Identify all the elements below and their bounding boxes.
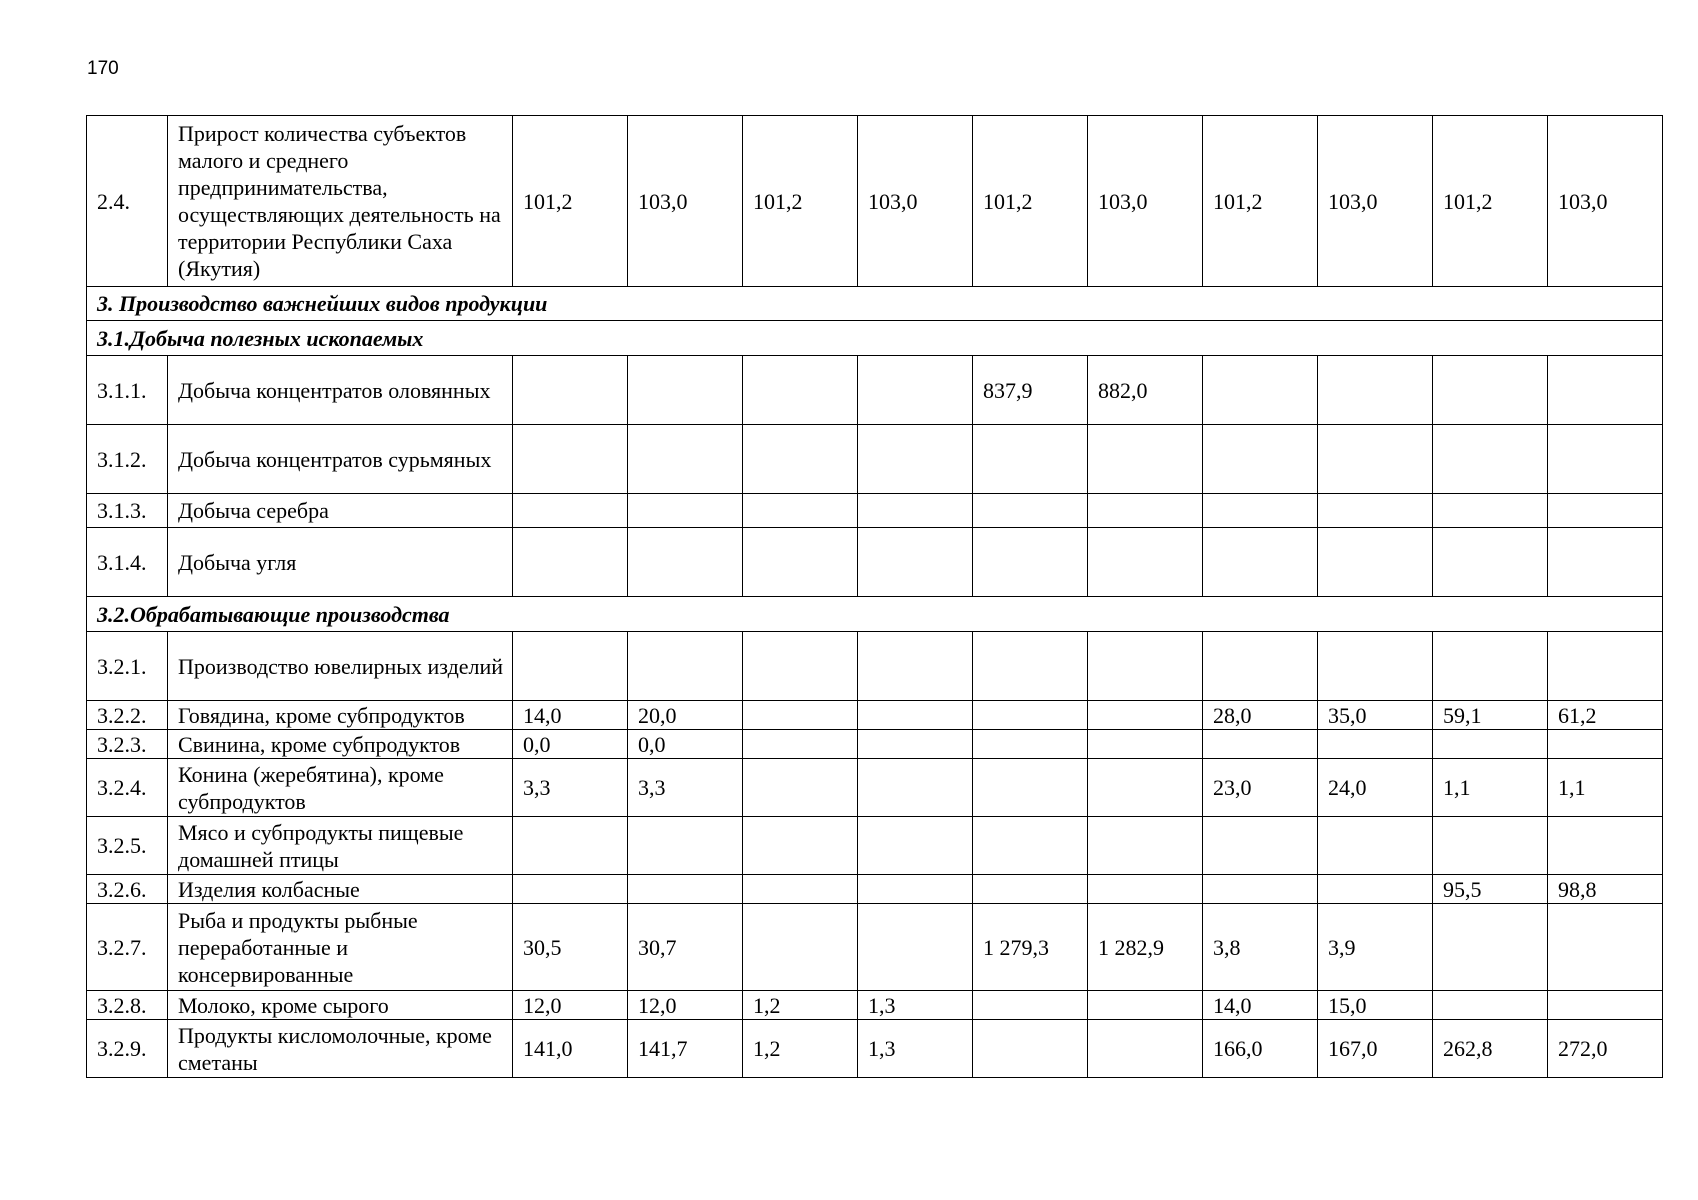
value-cell [1548,817,1663,875]
value-cell [628,356,743,425]
value-cell [1318,632,1433,701]
value-cell [743,494,858,528]
value-cell [1088,991,1203,1020]
value-cell [858,701,973,730]
row-code: 3.2.7. [87,904,168,991]
value-cell [513,632,628,701]
value-cell: 262,8 [1433,1020,1548,1078]
value-cell: 0,0 [513,730,628,759]
value-cell [858,528,973,597]
value-cell: 882,0 [1088,356,1203,425]
value-cell [1203,817,1318,875]
value-cell [1433,730,1548,759]
value-cell [513,817,628,875]
table-row [87,730,1663,759]
value-cell [1433,991,1548,1020]
value-cell: 103,0 [858,116,973,287]
value-cell [973,817,1088,875]
value-cell: 167,0 [1318,1020,1433,1078]
value-cell: 1,2 [743,991,858,1020]
value-cell: 103,0 [628,116,743,287]
value-cell: 14,0 [513,701,628,730]
value-cell [858,904,973,991]
value-cell [973,759,1088,817]
row-name: Добыча серебра [168,494,513,528]
value-cell [858,817,973,875]
value-cell [513,494,628,528]
table-row [87,759,1663,817]
value-cell: 15,0 [1318,991,1433,1020]
value-cell [628,528,743,597]
section-header-row [87,287,1663,321]
value-cell [1548,494,1663,528]
value-cell: 101,2 [513,116,628,287]
value-cell [743,904,858,991]
value-cell: 101,2 [1433,116,1548,287]
value-cell [973,701,1088,730]
row-code: 3.1.1. [87,356,168,425]
value-cell [1318,817,1433,875]
value-cell [1203,875,1318,904]
table-row [87,494,1663,528]
value-cell [973,991,1088,1020]
value-cell [1088,817,1203,875]
value-cell [1433,528,1548,597]
section-title: 3. Производство важнейших видов продукции [87,287,1663,321]
value-cell: 59,1 [1433,701,1548,730]
value-cell [973,632,1088,701]
value-cell: 141,7 [628,1020,743,1078]
value-cell [1203,632,1318,701]
value-cell [858,759,973,817]
value-cell: 103,0 [1548,116,1663,287]
row-name: Молоко, кроме сырого [168,991,513,1020]
value-cell [858,356,973,425]
value-cell [628,875,743,904]
row-code: 3.1.4. [87,528,168,597]
value-cell [973,875,1088,904]
table-row [87,356,1663,425]
value-cell [743,356,858,425]
value-cell: 20,0 [628,701,743,730]
value-cell [1548,730,1663,759]
table-row [87,1020,1663,1078]
value-cell [1203,494,1318,528]
value-cell [1088,528,1203,597]
value-cell [743,425,858,494]
row-name: Рыба и продукты рыбные переработанные и консервированные [168,904,513,991]
value-cell [513,425,628,494]
value-cell: 30,5 [513,904,628,991]
row-code: 3.2.8. [87,991,168,1020]
value-cell [858,494,973,528]
value-cell: 1 279,3 [973,904,1088,991]
table-body [87,116,1663,1078]
row-name: Изделия колбасные [168,875,513,904]
value-cell: 3,9 [1318,904,1433,991]
value-cell [1088,425,1203,494]
value-cell: 101,2 [1203,116,1318,287]
value-cell: 1 282,9 [1088,904,1203,991]
value-cell: 30,7 [628,904,743,991]
row-name: Мясо и субпродукты пищевые домашней птицы [168,817,513,875]
table-row [87,817,1663,875]
row-code: 3.2.5. [87,817,168,875]
row-name: Говядина, кроме субпродуктов [168,701,513,730]
value-cell [743,701,858,730]
value-cell: 1,2 [743,1020,858,1078]
value-cell [858,875,973,904]
value-cell [1088,494,1203,528]
value-cell: 1,1 [1433,759,1548,817]
value-cell [1318,494,1433,528]
value-cell: 61,2 [1548,701,1663,730]
table-row [87,425,1663,494]
value-cell [1548,632,1663,701]
value-cell [628,817,743,875]
table-row [87,875,1663,904]
value-cell: 103,0 [1318,116,1433,287]
row-code: 3.2.6. [87,875,168,904]
value-cell [743,632,858,701]
value-cell: 35,0 [1318,701,1433,730]
table-row [87,904,1663,991]
value-cell [973,425,1088,494]
value-cell [628,494,743,528]
table-row [87,528,1663,597]
value-cell [513,875,628,904]
value-cell [513,528,628,597]
value-cell: 837,9 [973,356,1088,425]
value-cell [1088,701,1203,730]
value-cell [1203,356,1318,425]
row-code: 3.2.4. [87,759,168,817]
value-cell: 101,2 [743,116,858,287]
value-cell: 1,3 [858,1020,973,1078]
value-cell [1433,356,1548,425]
value-cell [743,875,858,904]
value-cell [1088,759,1203,817]
value-cell [743,730,858,759]
row-code: 3.2.9. [87,1020,168,1078]
value-cell [1203,528,1318,597]
value-cell [1088,632,1203,701]
value-cell: 1,1 [1548,759,1663,817]
row-name: Прирост количества субъектов малого и среднего предпринимательства, осуществляющих деятельность на территории Республики Саха (Якутия) [168,116,513,287]
value-cell [1433,494,1548,528]
value-cell [1433,817,1548,875]
row-code: 3.2.2. [87,701,168,730]
table-row [87,701,1663,730]
value-cell [1203,425,1318,494]
value-cell [1203,730,1318,759]
value-cell [743,528,858,597]
section-title: 3.2.Обрабатывающие производства [87,597,1663,632]
value-cell: 103,0 [1088,116,1203,287]
value-cell [628,425,743,494]
value-cell: 3,3 [513,759,628,817]
value-cell: 98,8 [1548,875,1663,904]
row-name: Добыча концентратов сурьмяных [168,425,513,494]
value-cell: 101,2 [973,116,1088,287]
value-cell [1088,730,1203,759]
row-code: 3.1.2. [87,425,168,494]
value-cell [628,632,743,701]
value-cell: 12,0 [628,991,743,1020]
production-table [86,115,1663,1078]
value-cell [743,817,858,875]
value-cell [513,356,628,425]
value-cell [1548,425,1663,494]
row-name: Производство ювелирных изделий [168,632,513,701]
value-cell [743,759,858,817]
value-cell [1548,528,1663,597]
row-name: Конина (жеребятина), кроме субпродуктов [168,759,513,817]
value-cell [1318,356,1433,425]
table-row [87,116,1663,287]
value-cell [1088,1020,1203,1078]
value-cell [973,1020,1088,1078]
row-name: Добыча угля [168,528,513,597]
section-title: 3.1.Добыча полезных ископаемых [87,321,1663,356]
value-cell [1318,528,1433,597]
section-header-row [87,597,1663,632]
value-cell: 24,0 [1318,759,1433,817]
value-cell: 12,0 [513,991,628,1020]
row-code: 3.2.1. [87,632,168,701]
value-cell: 141,0 [513,1020,628,1078]
value-cell [858,632,973,701]
value-cell: 272,0 [1548,1020,1663,1078]
table-row [87,991,1663,1020]
value-cell: 166,0 [1203,1020,1318,1078]
row-name: Добыча концентратов оловянных [168,356,513,425]
value-cell [1318,425,1433,494]
value-cell [1433,632,1548,701]
row-name: Продукты кисломолочные, кроме сметаны [168,1020,513,1078]
value-cell [1548,356,1663,425]
row-code: 2.4. [87,116,168,287]
value-cell [1318,875,1433,904]
value-cell: 28,0 [1203,701,1318,730]
value-cell [1088,875,1203,904]
value-cell: 3,8 [1203,904,1318,991]
value-cell [973,494,1088,528]
row-name: Свинина, кроме субпродуктов [168,730,513,759]
value-cell: 3,3 [628,759,743,817]
value-cell: 95,5 [1433,875,1548,904]
value-cell: 1,3 [858,991,973,1020]
value-cell: 14,0 [1203,991,1318,1020]
value-cell [858,730,973,759]
value-cell: 23,0 [1203,759,1318,817]
value-cell [1548,904,1663,991]
section-header-row [87,321,1663,356]
value-cell [1433,904,1548,991]
value-cell [973,528,1088,597]
row-code: 3.2.3. [87,730,168,759]
value-cell [858,425,973,494]
value-cell [973,730,1088,759]
row-code: 3.1.3. [87,494,168,528]
value-cell [1433,425,1548,494]
page-number: 170 [87,58,119,79]
value-cell [1318,730,1433,759]
value-cell: 0,0 [628,730,743,759]
table-row [87,632,1663,701]
value-cell [1548,991,1663,1020]
